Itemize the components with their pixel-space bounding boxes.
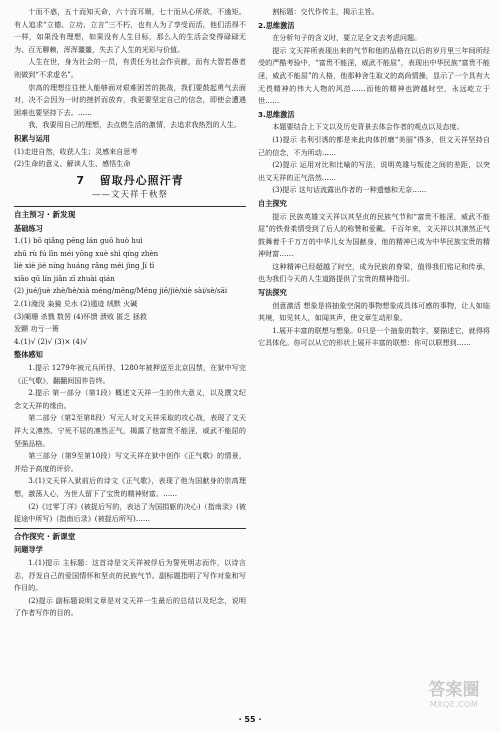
- answer-paragraph: 这种精神已经超越了时空，成为民族的脊梁，值得我们铭记和传承，也为我们今天的人生道路提供了宝贵的精神指引。: [258, 261, 490, 284]
- answer-paragraph: 创意激活 想象是将抽象空洞的事物想象成具体可感的事物，让人如临其境，如见其人，如闻其声，使文章生动形象。: [258, 300, 490, 323]
- guide-heading: 问题导学: [14, 545, 43, 555]
- overall-heading: 整体感知: [14, 350, 43, 360]
- answer-paragraph: 第三部分（第9至第10段）写文天祥在狱中创作《正气歌》的情景，并给予高度的评价。: [14, 451, 246, 473]
- answer-line: 发颤 功亏一篑: [14, 324, 59, 334]
- answer-paragraph: 在分析句子的含义时，要立足全文去考虑问题。: [272, 33, 422, 43]
- accum-item: (2)生命的意义、解读人生、感悟生命: [14, 159, 131, 169]
- section-heading-preview: 自主预习 · 新发现: [14, 209, 76, 219]
- lesson-subtitle: ——文天祥千秋祭: [91, 190, 168, 201]
- answer-paragraph: 提示 文天祥所表现出来的气节和他的品格在以后的岁月里三年间所经受的严酷考验中，“富贵不能淫，威武不能屈”，表现出中华民族“富贵不能淫，威武不能屈”的人格，他那种舍生取义的高尚情操，显示了一个具有大无畏精神的伟大人物的风范……而他的精神也跨越时空，永远屹立于世……: [258, 45, 490, 106]
- pinyin-line: liè xiè jié níng huáng rǎng méi jìng Jí tì: [14, 261, 155, 271]
- q2-heading: 2.思维激活: [258, 20, 295, 30]
- pinyin-line: (2) jué/juè zhè/hè/xià méng/měng/Méng jiě/jiè/xiè sài/sè/sāi: [14, 286, 228, 296]
- lesson-number: 7: [76, 173, 86, 187]
- answer-paragraph: 提示 民族英雄文天祥以其坚贞的民族气节和“富贵不能淫，威武不能屈”的铁骨柔情受到了后人的称赞和爱戴。千百年来，文天祥以其凛然正气鼓舞着千千万万的中华儿女为国献身，他的精神已成为中华民族宝贵的精神财富……: [258, 211, 490, 259]
- lesson-title-text: 留取丹心照汗青: [99, 173, 184, 187]
- answer-paragraph: 2.提示 第一部分（第1段）概述文天祥一生的伟大意义，以及撰文纪念文天祥的缘由。: [14, 388, 246, 410]
- pinyin-line: xiāo qū lín jiǎn zī zhuài qián: [14, 273, 115, 283]
- answer-paragraph: 第二部分（第2至第8段）写元人对文天祥采取的攻心战，表现了文天祥大义凛然、宁死不屈的凛然正气，揭露了他富贵不能淫，威武不能屈的坚强品格。: [14, 413, 246, 448]
- answer-paragraph: (3)提示 这句话流露出作者的一种遗憾和无奈……: [272, 185, 427, 195]
- pinyin-line: 1.(1) bō qiǎng pēng lán guō huò huì: [14, 236, 143, 246]
- answer-paragraph: (2)提示 副标题说明文章是对文天祥一生最后的总结以及纪念，说明了作者写作的目的。: [14, 595, 246, 618]
- accum-item: (1)走进自然，收获人生；灵感来自思考: [14, 146, 138, 156]
- explore-heading: 自主探究: [258, 198, 287, 208]
- right-column: [258, 6, 490, 350]
- pinyin-line: zhū rù fú lǐn méi yōng xuè shì qíng zhèn: [14, 248, 159, 258]
- write-heading: 写法探究: [258, 288, 287, 298]
- left-column: [14, 6, 246, 620]
- watermark-text: 答案圈: [428, 680, 480, 700]
- answer-paragraph: 本题要结合上下文以及历史背景去体会作者的观点以及态度。: [272, 122, 464, 132]
- watermark-logo: [416, 680, 492, 724]
- paragraph: 十而不惑，五十而知天命，六十而耳顺，七十而从心所欲，不逾矩。有人追求“立德、立功、立言”三不朽，也有人为了享受而活，他们活得不一样，如果没有理想，如果没有人生目标，那么人的生活会变得碌碌无为、百无聊赖，浑浑噩噩，失去了人生的光彩与价值。: [14, 7, 246, 54]
- q3-heading: 3.思维激活: [258, 109, 295, 119]
- basic-heading: 基础练习: [14, 223, 43, 233]
- page-number: · 55 ·: [238, 715, 262, 724]
- divider: [14, 528, 246, 529]
- answer-line: 4.(1)√ (2)√ (3)× (4)√: [14, 336, 88, 346]
- answer-line: 2.(1)淹没 枭獍 兑水 (2)遁迹 绒默 火碱: [14, 299, 138, 309]
- answer-paragraph: (1)提示 名利引诱的都是来此肉体折磨“美丽”得多，但文天祥坚持自己的信念，不为所动……: [258, 134, 490, 157]
- watermark-url: MXQE.COM: [429, 700, 479, 709]
- paragraph: 我，我要用自己的理想，去点燃生活的激情，去追求我热烈的人生。: [28, 120, 241, 130]
- answer-paragraph: 3.(1)文天祥入狱前后的诗文《正气歌》，表现了他为国献身的崇高理想，激荡人心，为世人留下了宝贵的精神财富。……: [14, 476, 246, 498]
- answer-paragraph: 1.展开丰富的联想与想象。0只是一个抽象的数字，要描述它，就得将它具体化。你可以从它的形状上展开丰富的联想：你可以联想到……: [258, 325, 490, 348]
- answer-paragraph: 1.(1)提示 主标题：这首诗是文天祥被俘后为誓死明志而作，以诗言志，抒发自己的爱国情怀和坚贞的民族气节。副标题指明了写作对象和写作目的。: [14, 557, 246, 593]
- answer-line: (3)阑珊 杀戮 数罟 (4)怀馈 溃败 匿乏 拯救: [14, 311, 147, 321]
- accum-heading: 积累与运用: [14, 133, 50, 143]
- paragraph: 崇高的理想往往使人能够面对艰难困苦的挑战，我们要鼓起勇气去面对，决不会因为一时的挫折而放弃，我更要坚定自己的信念，即使会遭遇困难也要坚持下去。……: [14, 82, 246, 117]
- answer-paragraph: (2)提示 运用对比和比喻的写法，说明英雄与叛徒之间的差距，以突出文天祥的正气浩然……: [258, 160, 490, 182]
- paragraph: 人生在世，身为社会的一员，有责任为社会作贡献，而有大智若愚者则做到“不求虚名”。: [14, 57, 246, 79]
- answer-paragraph: (2)《过零丁洋》(被捉后写的，表达了为国捐躯的决心)（指南录》(被捉途中所写)（指南后录》(被捉后所写)……: [14, 501, 246, 524]
- paragraph: 割标题：交代作传主，揭示主旨。: [272, 7, 379, 16]
- divider: [14, 206, 246, 207]
- section-heading-coop: 合作探究 · 新课堂: [14, 531, 76, 541]
- lesson-title: [14, 175, 246, 188]
- answer-paragraph: 1.提示 1279年被元兵所俘，1280年被押送至北京囚禁，在狱中写完《正气歌》，翻翻间国祚告终。: [14, 363, 246, 385]
